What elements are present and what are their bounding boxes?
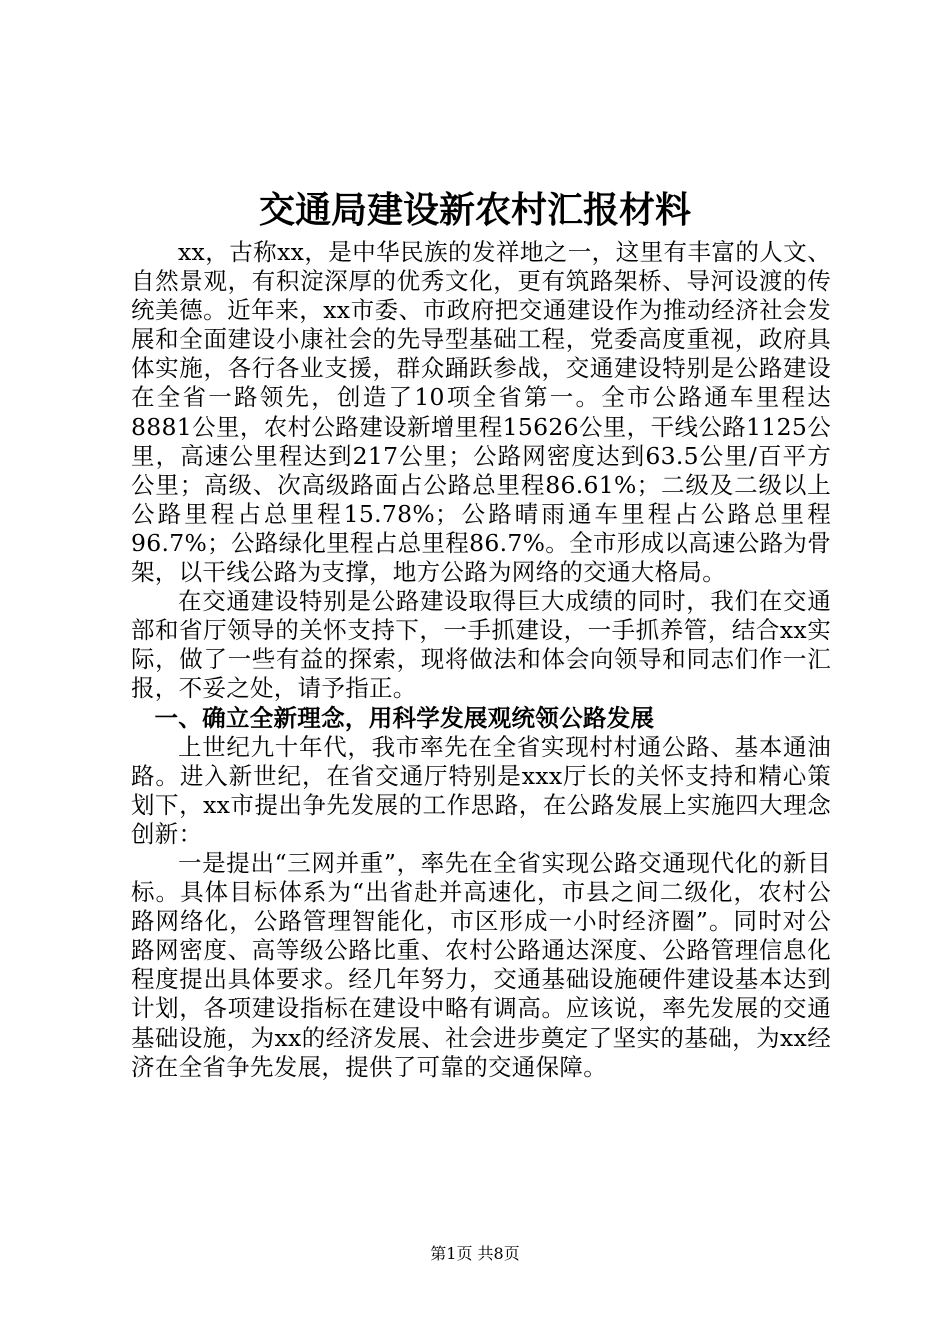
section1-paragraph-1: 上世纪九十年代，我市率先在全省实现村村通公路、基本通油路。进入新世纪，在省交通厅特别是xxx厅长的关怀支持和精心策划下，xx市提出争先发展的工作思路，在公路发展上实施四大理念创新：	[131, 732, 831, 848]
paragraph-intro: xx，古称xx，是中华民族的发祥地之一，这里有丰富的人文、自然景观，有积淀深厚的优秀文化，更有筑路架桥、导河设渡的传统美德。近年来，xx市委、市政府把交通建设作为推动经济社会发展和全面建设小康社会的先导型基础工程，党委高度重视，政府具体实施，各行各业支援，群众踊跃参战，交通建设特别是公路建设在全省一路领先，创造了10项全省第一。全市公路通车里程达8881公里，农村公路建设新增里程15626公里，干线公路1125公里，高速公里程达到217公里；公路网密度达到63.5公里/百平方公里；高级、次高级路面占公路总里程86.61%；二级及二级以上公路里程占总里程15.78%；公路晴雨通车里程占公路总里程96.7%；公路绿化里程占总里程86.7%。全市形成以高速公路为骨架，以干线公路为支撑，地方公路为网络的交通大格局。	[131, 238, 831, 587]
page-footer: 第1页 共8页	[430, 1244, 520, 1263]
paragraph-overview: 在交通建设特别是公路建设取得巨大成绩的同时，我们在交通部和省厅领导的关怀支持下，一手抓建设，一手抓养管，结合xx实际，做了一些有益的探索，现将做法和体会向领导和同志们作一汇报，不妥之处，请予指正。	[131, 587, 831, 703]
document-body	[131, 238, 831, 1082]
document-title: 交通局建设新农村汇报材料	[258, 189, 691, 231]
section1-paragraph-2: 一是提出“三网并重”，率先在全省实现公路交通现代化的新目标。具体目标体系为“出省赴并高速化，市县之间二级化，农村公路网络化，公路管理智能化，市区形成一小时经济圈”。同时对公路网密度、高等级公路比重、农村公路通达深度、公路管理信息化程度提出具体要求。经几年努力，交通基础设施硬件建设基本达到计划，各项建设指标在建设中略有调高。应该说，率先发展的交通基础设施，为xx的经济发展、社会进步奠定了坚实的基础，为xx经济在全省争先发展，提供了可靠的交通保障。	[131, 848, 831, 1081]
section-heading-1: 一、确立全新理念，用科学发展观统领公路发展	[154, 703, 655, 732]
